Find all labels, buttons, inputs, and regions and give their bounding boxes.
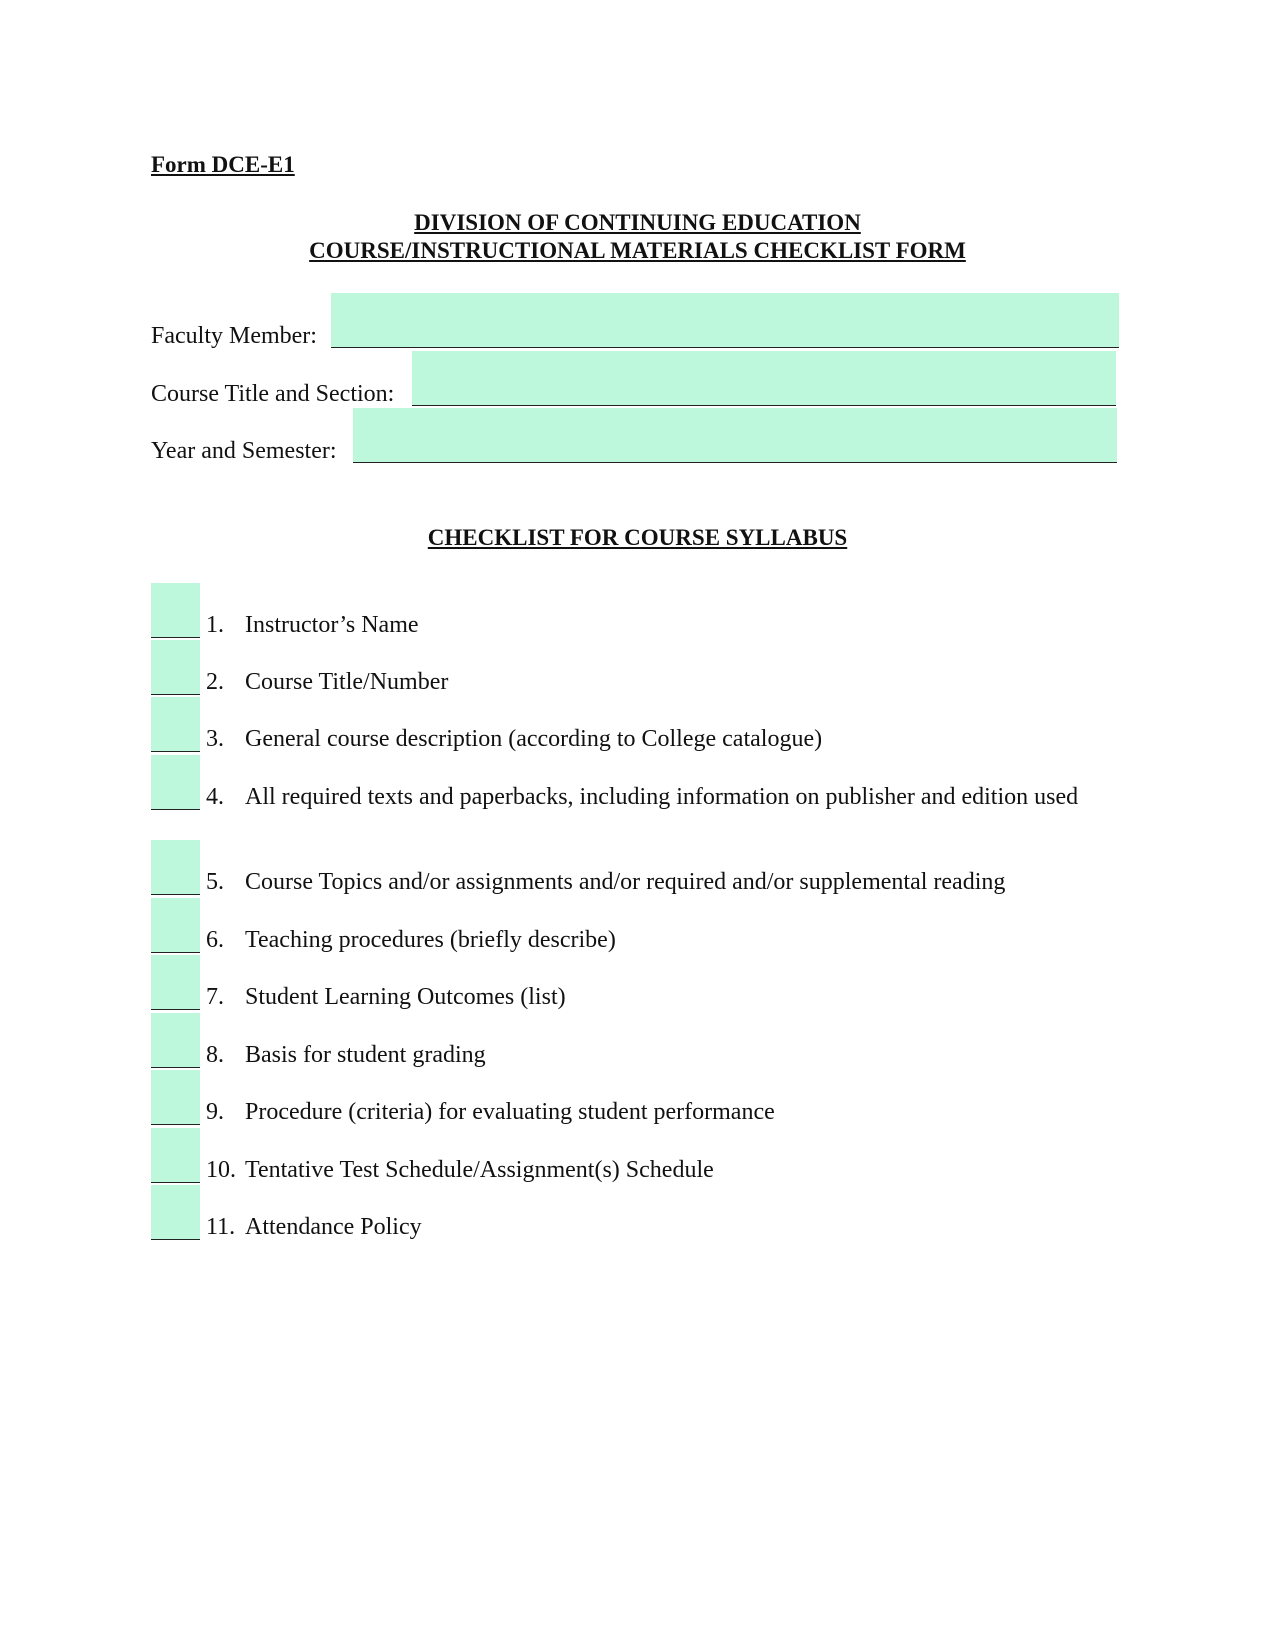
faculty-member-field[interactable] [331, 293, 1119, 348]
checklist-title: CHECKLIST FOR COURSE SYLLABUS [427, 525, 848, 550]
year-semester-field[interactable] [353, 408, 1117, 463]
checklist-item-label: Course Title/Number [245, 669, 449, 695]
checklist-item-number: 7. [206, 984, 224, 1010]
checklist-item-label: Course Topics and/or assignments and/or required and/or supplemental reading [245, 869, 1006, 895]
checklist-item-number: 2. [206, 669, 224, 695]
checklist-item-label: All required texts and paperbacks, including information on publisher and edition used [245, 784, 1079, 810]
checklist-item-number: 3. [206, 726, 224, 752]
checklist-item-label: Tentative Test Schedule/Assignment(s) Schedule [245, 1157, 714, 1183]
checklist-checkbox[interactable] [151, 640, 200, 695]
checklist-checkbox[interactable] [151, 1185, 200, 1240]
checklist-checkbox[interactable] [151, 955, 200, 1010]
checklist-item-label: Procedure (criteria) for evaluating student performance [245, 1099, 775, 1125]
checklist-item-label: Instructor’s Name [245, 612, 419, 638]
year-semester-label: Year and Semester: [151, 438, 337, 464]
checklist-item-number: 9. [206, 1099, 224, 1125]
checklist-item-number: 5. [206, 869, 224, 895]
checklist-item-number: 8. [206, 1042, 224, 1068]
checklist-checkbox[interactable] [151, 1128, 200, 1183]
checklist-item-number: 1. [206, 612, 224, 638]
form-title: COURSE/INSTRUCTIONAL MATERIALS CHECKLIST FORM [309, 238, 966, 263]
checklist-item-label: Student Learning Outcomes (list) [245, 984, 566, 1010]
checklist-item-label: Teaching procedures (briefly describe) [245, 927, 616, 953]
checklist-item-label: Attendance Policy [245, 1214, 422, 1240]
checklist-checkbox[interactable] [151, 898, 200, 953]
checklist-item-label: Basis for student grading [245, 1042, 486, 1068]
course-title-section-label: Course Title and Section: [151, 381, 395, 407]
checklist-checkbox[interactable] [151, 840, 200, 895]
checklist-item-number: 6. [206, 927, 224, 953]
checklist-checkbox[interactable] [151, 697, 200, 752]
checklist-checkbox[interactable] [151, 755, 200, 810]
checklist-item-number: 11. [206, 1214, 236, 1240]
checklist-item-number: 10. [206, 1157, 236, 1183]
checklist-checkbox[interactable] [151, 1070, 200, 1125]
checklist-item-label: General course description (according to College catalogue) [245, 726, 823, 752]
form-id: Form DCE-E1 [151, 152, 295, 177]
division-heading: DIVISION OF CONTINUING EDUCATION [414, 210, 861, 235]
checklist-checkbox[interactable] [151, 583, 200, 638]
checklist-item-number: 4. [206, 784, 224, 810]
course-title-section-field[interactable] [412, 351, 1116, 406]
faculty-member-label: Faculty Member: [151, 323, 317, 349]
checklist-checkbox[interactable] [151, 1013, 200, 1068]
